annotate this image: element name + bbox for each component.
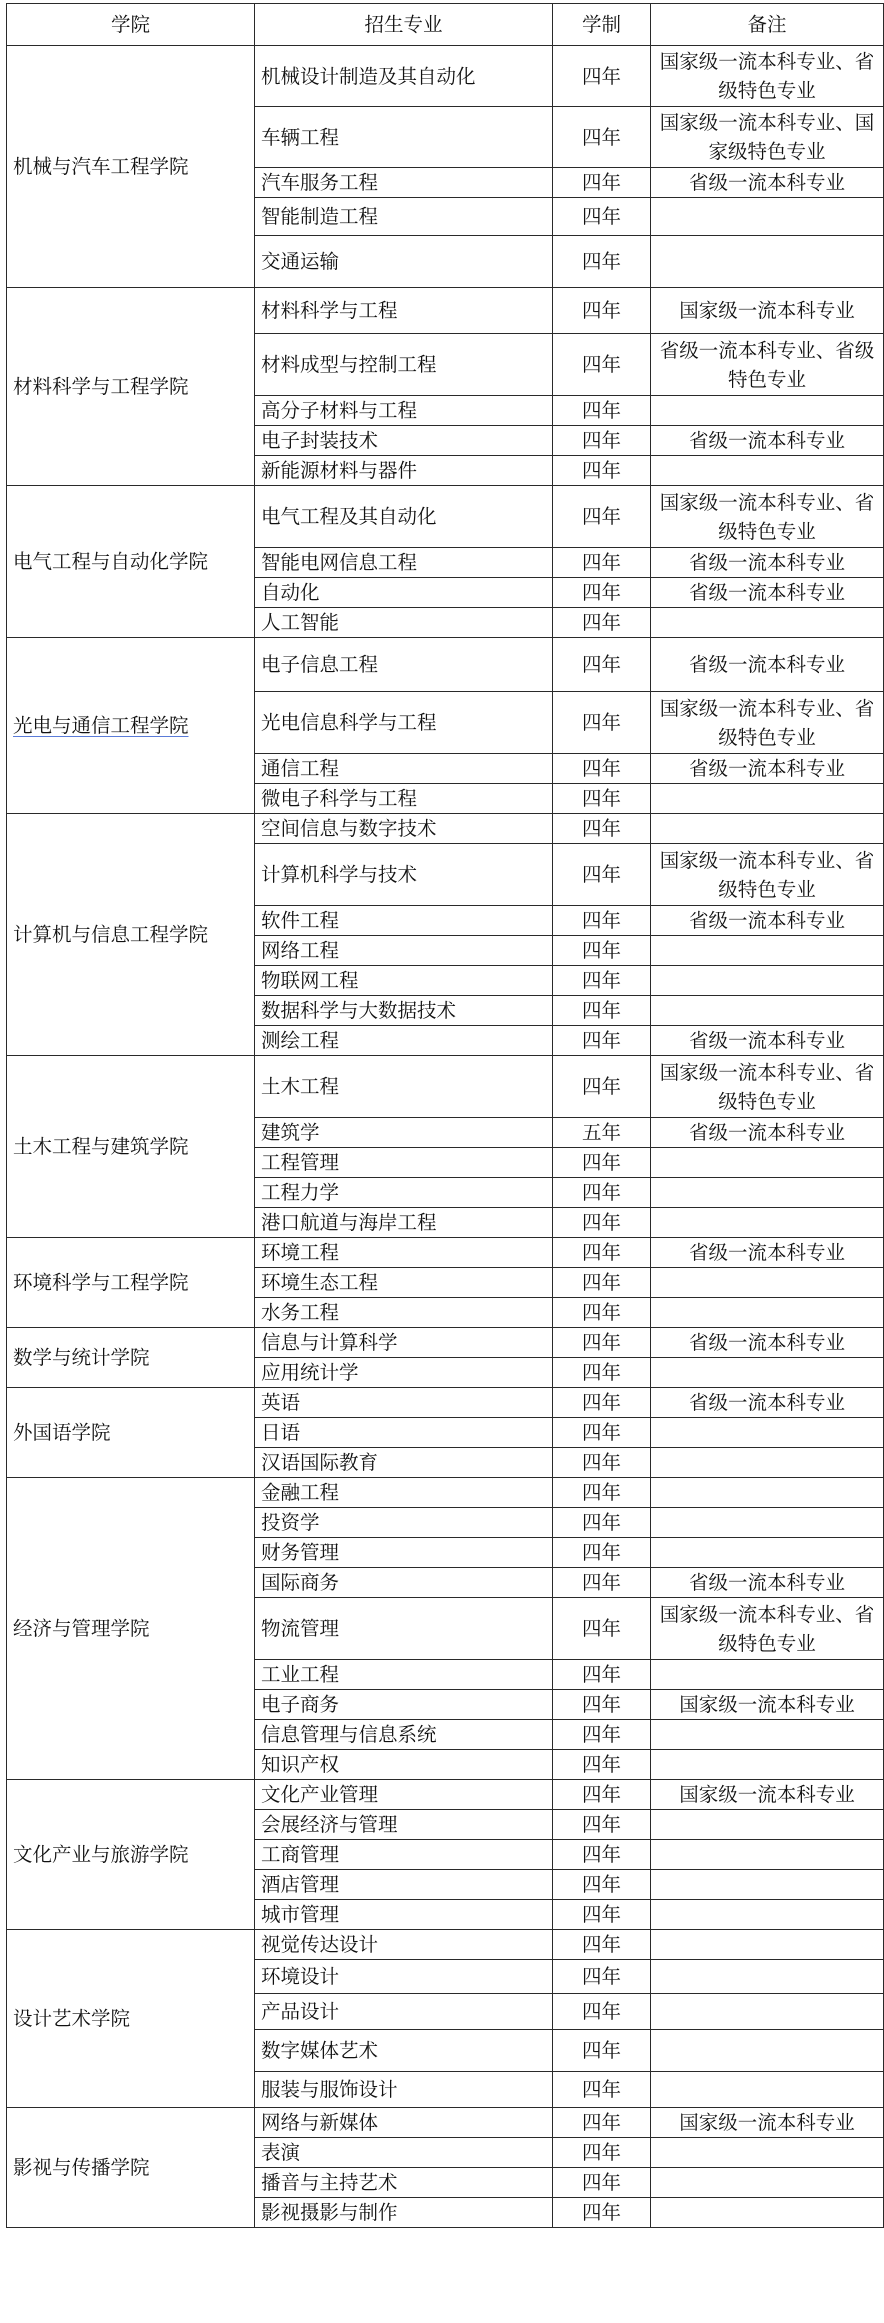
note-cell: 国家级一流本科专业、省级特色专业 (651, 1598, 884, 1660)
major-cell: 土木工程 (255, 1056, 553, 1118)
duration-cell: 四年 (553, 1930, 651, 1960)
header-duration: 学制 (553, 4, 651, 46)
duration-cell: 四年 (553, 1750, 651, 1780)
duration-cell: 四年 (553, 1388, 651, 1418)
major-cell: 电子信息工程 (255, 638, 553, 692)
note-cell (651, 996, 884, 1026)
college-cell (7, 1388, 255, 1478)
note-cell (651, 2138, 884, 2168)
duration-cell: 四年 (553, 754, 651, 784)
note-cell (651, 814, 884, 844)
note-cell: 国家级一流本科专业 (651, 1780, 884, 1810)
note-cell (651, 1178, 884, 1208)
duration-cell: 四年 (553, 814, 651, 844)
major-cell: 通信工程 (255, 754, 553, 784)
duration-cell: 四年 (553, 2168, 651, 2198)
major-cell: 工程力学 (255, 1178, 553, 1208)
college-cell (7, 1056, 255, 1238)
duration-cell: 四年 (553, 784, 651, 814)
duration-cell: 四年 (553, 1900, 651, 1930)
table-row (7, 2108, 884, 2138)
majors-table (6, 3, 884, 2228)
header-college: 学院 (7, 4, 255, 46)
major-cell: 服装与服饰设计 (255, 2072, 553, 2108)
note-cell: 省级一流本科专业 (651, 578, 884, 608)
college-cell (7, 1328, 255, 1388)
college-name: 外国语学院 (13, 1421, 111, 1444)
note-cell: 国家级一流本科专业、省级特色专业 (651, 1056, 884, 1118)
major-cell: 工商管理 (255, 1840, 553, 1870)
college-name: 电气工程与自动化学院 (13, 550, 209, 573)
note-cell (651, 966, 884, 996)
note-cell: 省级一流本科专业 (651, 754, 884, 784)
duration-cell: 四年 (553, 1660, 651, 1690)
note-cell: 国家级一流本科专业、省级特色专业 (651, 844, 884, 906)
table-row (7, 1930, 884, 1960)
note-cell (651, 1930, 884, 1960)
college-name: 文化产业与旅游学院 (13, 1843, 189, 1866)
major-cell: 材料成型与控制工程 (255, 334, 553, 396)
major-cell: 材料科学与工程 (255, 288, 553, 334)
duration-cell: 四年 (553, 1148, 651, 1178)
college-name: 数学与统计学院 (13, 1346, 150, 1369)
duration-cell: 四年 (553, 334, 651, 396)
duration-cell: 四年 (553, 1508, 651, 1538)
major-cell: 光电信息科学与工程 (255, 692, 553, 754)
major-cell: 影视摄影与制作 (255, 2198, 553, 2228)
duration-cell: 四年 (553, 288, 651, 334)
note-cell (651, 1994, 884, 2030)
duration-cell: 四年 (553, 1568, 651, 1598)
duration-cell: 四年 (553, 692, 651, 754)
college-cell (7, 1478, 255, 1780)
duration-cell: 四年 (553, 107, 651, 168)
note-cell: 省级一流本科专业 (651, 1568, 884, 1598)
note-cell (651, 1660, 884, 1690)
note-cell (651, 1358, 884, 1388)
duration-cell: 四年 (553, 2108, 651, 2138)
note-cell (651, 2072, 884, 2108)
major-cell: 计算机科学与技术 (255, 844, 553, 906)
major-cell: 车辆工程 (255, 107, 553, 168)
major-cell: 电子商务 (255, 1690, 553, 1720)
note-cell (651, 1870, 884, 1900)
duration-cell: 四年 (553, 1870, 651, 1900)
duration-cell: 四年 (553, 1780, 651, 1810)
header-major: 招生专业 (255, 4, 553, 46)
major-cell: 英语 (255, 1388, 553, 1418)
duration-cell: 四年 (553, 1026, 651, 1056)
duration-cell: 四年 (553, 1598, 651, 1660)
duration-cell: 四年 (553, 1960, 651, 1994)
duration-cell: 四年 (553, 2072, 651, 2108)
college-name: 影视与传播学院 (13, 2156, 150, 2179)
note-cell (651, 936, 884, 966)
college-cell (7, 46, 255, 288)
note-cell (651, 1418, 884, 1448)
major-cell: 微电子科学与工程 (255, 784, 553, 814)
major-cell: 建筑学 (255, 1118, 553, 1148)
note-cell: 国家级一流本科专业 (651, 288, 884, 334)
major-cell: 网络与新媒体 (255, 2108, 553, 2138)
major-cell: 产品设计 (255, 1994, 553, 2030)
note-cell (651, 1810, 884, 1840)
duration-cell: 四年 (553, 1056, 651, 1118)
major-cell: 物流管理 (255, 1598, 553, 1660)
duration-cell: 四年 (553, 396, 651, 426)
note-cell (651, 198, 884, 236)
major-cell: 文化产业管理 (255, 1780, 553, 1810)
major-cell: 汽车服务工程 (255, 168, 553, 198)
duration-cell: 四年 (553, 1720, 651, 1750)
duration-cell: 四年 (553, 1208, 651, 1238)
duration-cell: 四年 (553, 1994, 651, 2030)
note-cell (651, 608, 884, 638)
note-cell: 国家级一流本科专业 (651, 2108, 884, 2138)
header-row (7, 4, 884, 46)
table-row (7, 1780, 884, 1810)
note-cell: 省级一流本科专业 (651, 1238, 884, 1268)
major-cell: 汉语国际教育 (255, 1448, 553, 1478)
table-row (7, 486, 884, 548)
duration-cell: 四年 (553, 2030, 651, 2072)
note-cell: 省级一流本科专业 (651, 548, 884, 578)
duration-cell: 四年 (553, 1358, 651, 1388)
major-cell: 城市管理 (255, 1900, 553, 1930)
note-cell (651, 1538, 884, 1568)
note-cell (651, 1148, 884, 1178)
note-cell (651, 1840, 884, 1870)
college-cell (7, 1930, 255, 2108)
duration-cell: 四年 (553, 608, 651, 638)
major-cell: 智能制造工程 (255, 198, 553, 236)
duration-cell: 四年 (553, 1840, 651, 1870)
major-cell: 机械设计制造及其自动化 (255, 46, 553, 107)
duration-cell: 四年 (553, 1448, 651, 1478)
note-cell (651, 1750, 884, 1780)
table-row (7, 288, 884, 334)
major-cell: 投资学 (255, 1508, 553, 1538)
duration-cell: 四年 (553, 966, 651, 996)
header-note: 备注 (651, 4, 884, 46)
college-cell (7, 814, 255, 1056)
note-cell: 国家级一流本科专业、省级特色专业 (651, 46, 884, 107)
college-name: 光电与通信工程学院 (13, 714, 189, 737)
note-cell (651, 1720, 884, 1750)
note-cell (651, 1478, 884, 1508)
major-cell: 人工智能 (255, 608, 553, 638)
table-row (7, 1238, 884, 1268)
major-cell: 网络工程 (255, 936, 553, 966)
note-cell (651, 2198, 884, 2228)
note-cell: 省级一流本科专业、省级特色专业 (651, 334, 884, 396)
table-body (7, 46, 884, 2228)
college-cell (7, 1238, 255, 1328)
major-cell: 物联网工程 (255, 966, 553, 996)
note-cell (651, 1208, 884, 1238)
table-row (7, 1478, 884, 1508)
major-cell: 播音与主持艺术 (255, 2168, 553, 2198)
duration-cell: 四年 (553, 456, 651, 486)
major-cell: 视觉传达设计 (255, 1930, 553, 1960)
major-cell: 国际商务 (255, 1568, 553, 1598)
major-cell: 新能源材料与器件 (255, 456, 553, 486)
college-cell (7, 486, 255, 638)
duration-cell: 四年 (553, 1328, 651, 1358)
note-cell (651, 2168, 884, 2198)
major-cell: 港口航道与海岸工程 (255, 1208, 553, 1238)
note-cell (651, 396, 884, 426)
major-cell: 会展经济与管理 (255, 1810, 553, 1840)
duration-cell: 四年 (553, 906, 651, 936)
duration-cell: 四年 (553, 1418, 651, 1448)
duration-cell: 四年 (553, 486, 651, 548)
duration-cell: 四年 (553, 1298, 651, 1328)
major-cell: 酒店管理 (255, 1870, 553, 1900)
college-name: 经济与管理学院 (13, 1617, 150, 1640)
duration-cell: 四年 (553, 996, 651, 1026)
college-name: 计算机与信息工程学院 (13, 923, 209, 946)
table-row (7, 46, 884, 107)
duration-cell: 四年 (553, 1178, 651, 1208)
major-cell: 环境工程 (255, 1238, 553, 1268)
note-cell: 省级一流本科专业 (651, 426, 884, 456)
college-name: 材料科学与工程学院 (13, 375, 189, 398)
note-cell: 国家级一流本科专业、省级特色专业 (651, 692, 884, 754)
duration-cell: 四年 (553, 198, 651, 236)
duration-cell: 五年 (553, 1118, 651, 1148)
note-cell (651, 456, 884, 486)
major-cell: 应用统计学 (255, 1358, 553, 1388)
table-row (7, 1328, 884, 1358)
note-cell: 省级一流本科专业 (651, 1388, 884, 1418)
duration-cell: 四年 (553, 1268, 651, 1298)
note-cell: 国家级一流本科专业 (651, 1690, 884, 1720)
duration-cell: 四年 (553, 2198, 651, 2228)
note-cell (651, 236, 884, 288)
major-cell: 工业工程 (255, 1660, 553, 1690)
duration-cell: 四年 (553, 578, 651, 608)
duration-cell: 四年 (553, 1478, 651, 1508)
college-name: 机械与汽车工程学院 (13, 155, 189, 178)
note-cell: 省级一流本科专业 (651, 906, 884, 936)
duration-cell: 四年 (553, 638, 651, 692)
major-cell: 信息管理与信息系统 (255, 1720, 553, 1750)
note-cell (651, 1900, 884, 1930)
duration-cell: 四年 (553, 1538, 651, 1568)
duration-cell: 四年 (553, 236, 651, 288)
duration-cell: 四年 (553, 936, 651, 966)
major-cell: 水务工程 (255, 1298, 553, 1328)
major-cell: 工程管理 (255, 1148, 553, 1178)
major-cell: 测绘工程 (255, 1026, 553, 1056)
major-cell: 表演 (255, 2138, 553, 2168)
note-cell: 省级一流本科专业 (651, 1118, 884, 1148)
major-cell: 环境设计 (255, 1960, 553, 1994)
duration-cell: 四年 (553, 46, 651, 107)
note-cell (651, 1448, 884, 1478)
major-cell: 软件工程 (255, 906, 553, 936)
note-cell (651, 1508, 884, 1538)
note-cell (651, 1960, 884, 1994)
note-cell: 省级一流本科专业 (651, 1026, 884, 1056)
college-cell (7, 2108, 255, 2228)
table-row (7, 814, 884, 844)
major-cell: 自动化 (255, 578, 553, 608)
duration-cell: 四年 (553, 844, 651, 906)
major-cell: 日语 (255, 1418, 553, 1448)
duration-cell: 四年 (553, 168, 651, 198)
table-row (7, 1056, 884, 1118)
college-cell (7, 288, 255, 486)
duration-cell: 四年 (553, 1238, 651, 1268)
duration-cell: 四年 (553, 1810, 651, 1840)
major-cell: 数据科学与大数据技术 (255, 996, 553, 1026)
table-row (7, 1388, 884, 1418)
duration-cell: 四年 (553, 2138, 651, 2168)
major-cell: 高分子材料与工程 (255, 396, 553, 426)
duration-cell: 四年 (553, 426, 651, 456)
duration-cell: 四年 (553, 1690, 651, 1720)
major-cell: 知识产权 (255, 1750, 553, 1780)
major-cell: 环境生态工程 (255, 1268, 553, 1298)
major-cell: 电子封装技术 (255, 426, 553, 456)
note-cell: 国家级一流本科专业、国家级特色专业 (651, 107, 884, 168)
note-cell: 国家级一流本科专业、省级特色专业 (651, 486, 884, 548)
note-cell (651, 1268, 884, 1298)
note-cell: 省级一流本科专业 (651, 168, 884, 198)
note-cell: 省级一流本科专业 (651, 1328, 884, 1358)
college-name: 设计艺术学院 (13, 2007, 131, 2030)
college-name: 环境科学与工程学院 (13, 1271, 189, 1294)
major-cell: 金融工程 (255, 1478, 553, 1508)
college-name: 土木工程与建筑学院 (13, 1135, 189, 1158)
college-cell (7, 638, 255, 814)
major-cell: 信息与计算科学 (255, 1328, 553, 1358)
duration-cell: 四年 (553, 548, 651, 578)
major-cell: 交通运输 (255, 236, 553, 288)
note-cell (651, 784, 884, 814)
major-cell: 数字媒体艺术 (255, 2030, 553, 2072)
note-cell (651, 2030, 884, 2072)
college-cell (7, 1780, 255, 1930)
note-cell (651, 1298, 884, 1328)
major-cell: 电气工程及其自动化 (255, 486, 553, 548)
major-cell: 空间信息与数字技术 (255, 814, 553, 844)
major-cell: 智能电网信息工程 (255, 548, 553, 578)
table-row (7, 638, 884, 692)
major-cell: 财务管理 (255, 1538, 553, 1568)
note-cell: 省级一流本科专业 (651, 638, 884, 692)
